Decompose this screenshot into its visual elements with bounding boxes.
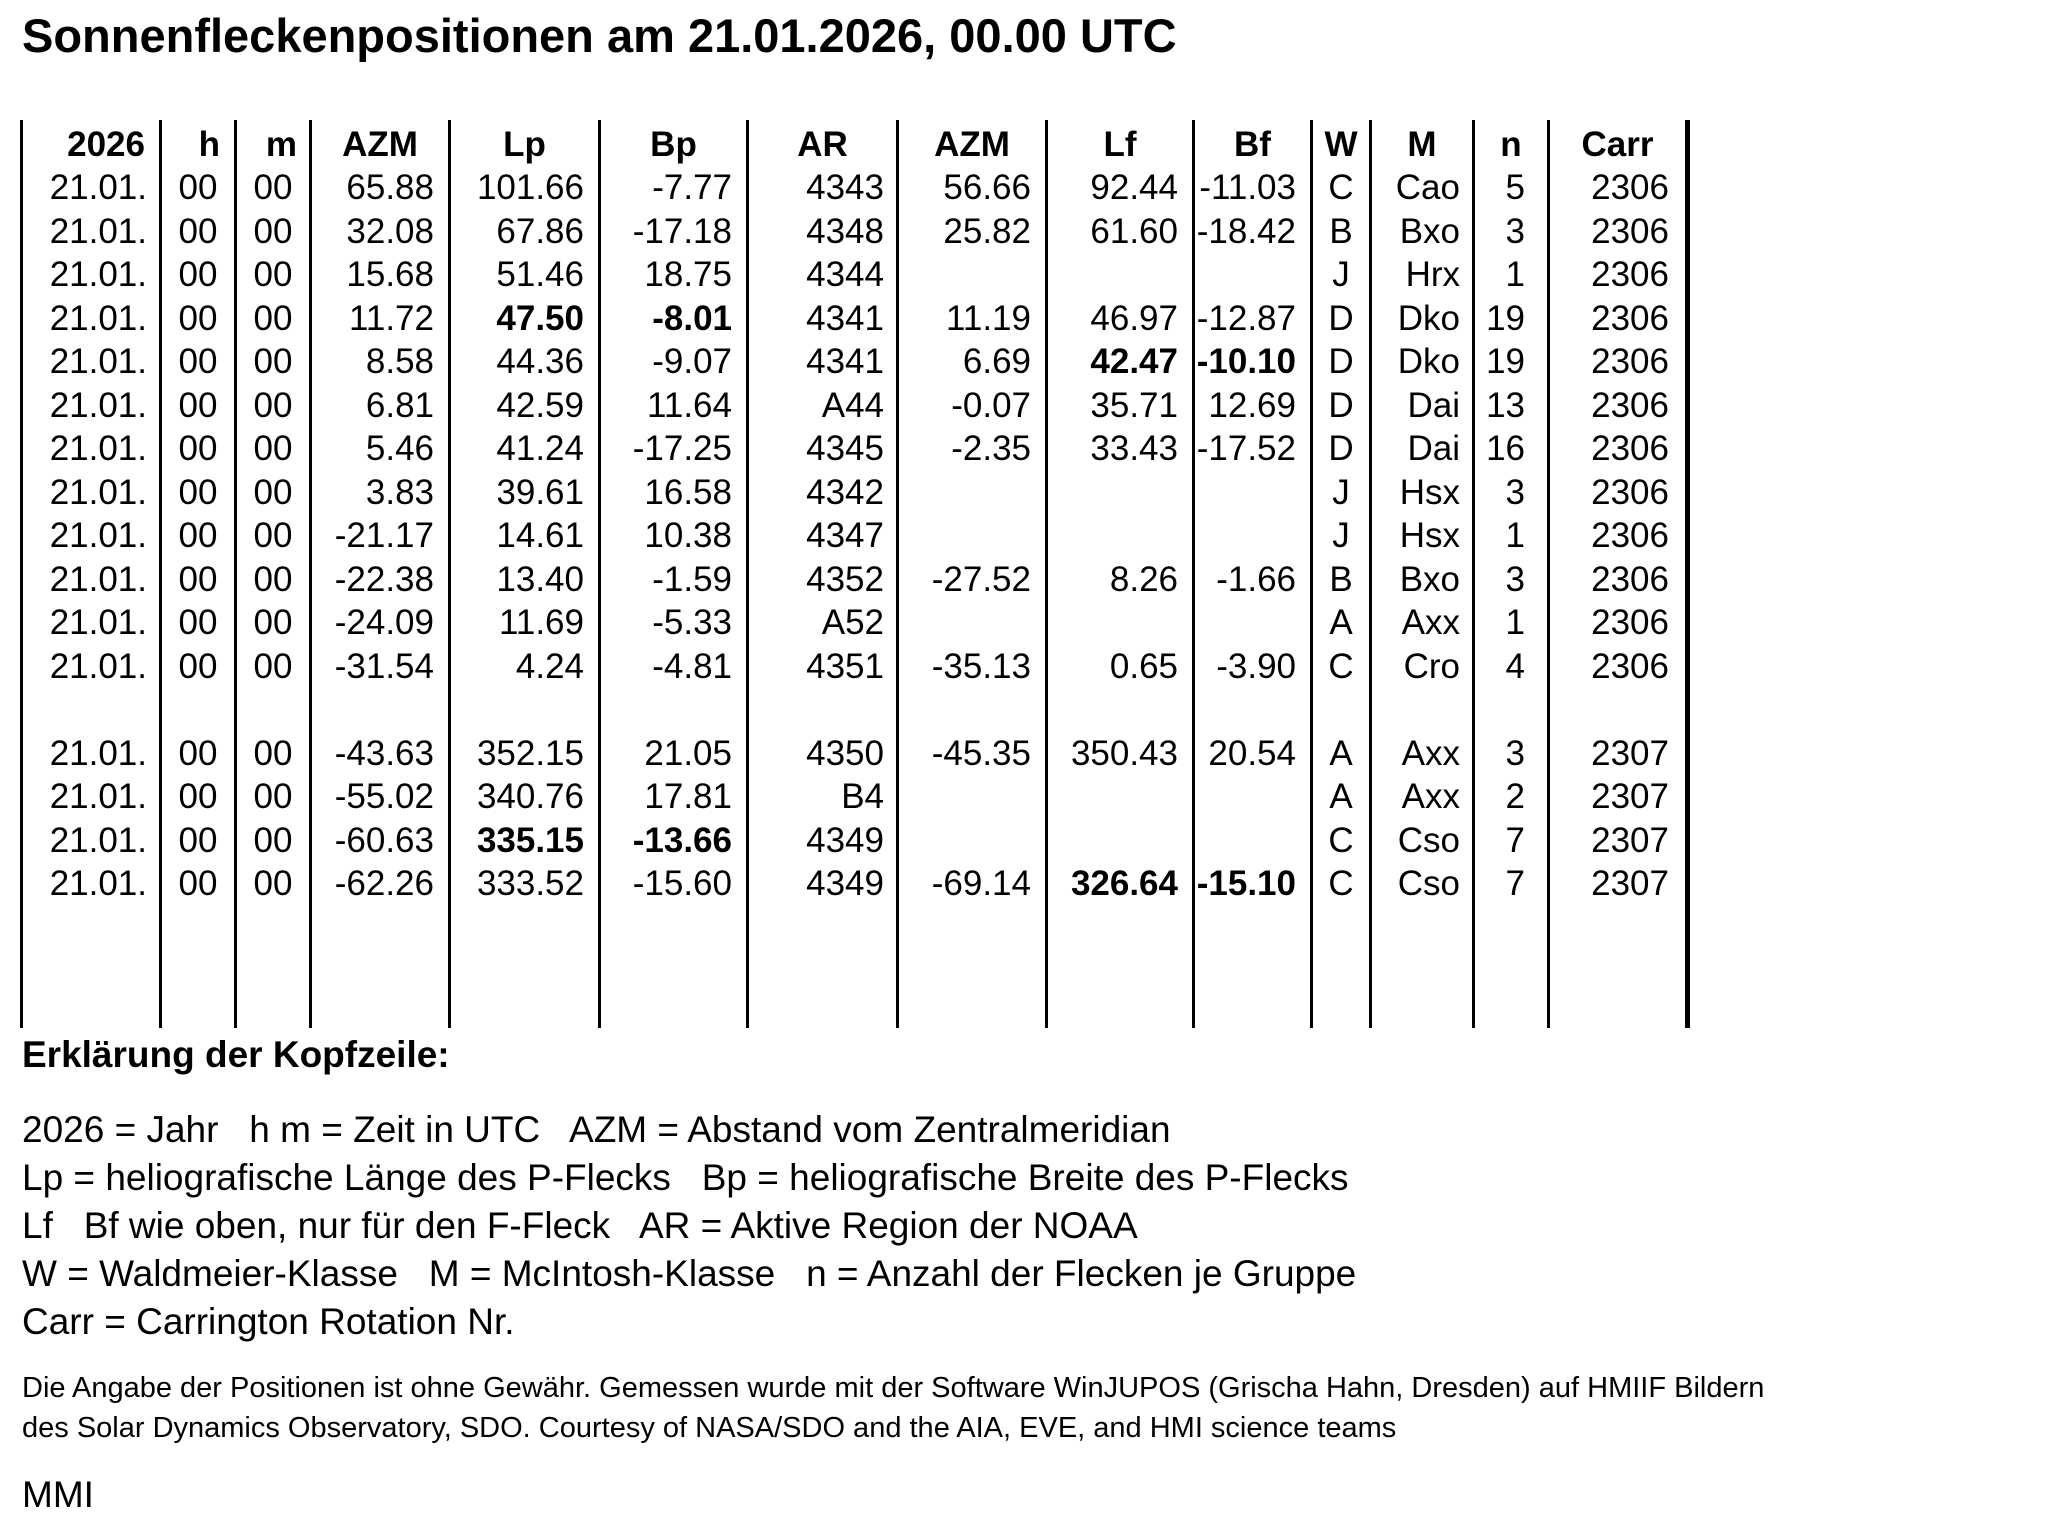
cell-carrington: 2307 <box>1591 777 1669 816</box>
cell-bp: -9.07 <box>652 342 732 381</box>
cell-minute: 00 <box>253 212 293 251</box>
cell-waldmeier: A <box>1329 734 1353 773</box>
cell-count: 1 <box>1505 603 1525 642</box>
cell-azm-p: 5.46 <box>365 429 434 468</box>
table-row <box>20 514 1688 558</box>
column-header-mcintosh: M <box>1407 125 1437 164</box>
cell-bf <box>1195 819 1296 863</box>
cell-lp: 4.24 <box>515 647 584 686</box>
cell-count: 5 <box>1505 168 1525 207</box>
cell-lp: 42.59 <box>496 386 584 425</box>
legend-line: Carr = Carrington Rotation Nr. <box>22 1301 515 1342</box>
cell-minute: 00 <box>253 299 293 338</box>
cell-minute: 00 <box>253 864 293 903</box>
cell-bp: 11.64 <box>647 386 732 425</box>
cell-mcintosh: Axx <box>1401 777 1460 816</box>
cell-waldmeier: B <box>1329 212 1353 251</box>
cell-lf <box>1048 601 1178 645</box>
cell-lf <box>1048 514 1178 558</box>
cell-ar: A44 <box>821 386 884 425</box>
cell-minute: 00 <box>253 342 293 381</box>
cell-waldmeier: C <box>1328 821 1354 860</box>
cell-date: 21.01. <box>49 255 147 294</box>
note-line: Die Angabe der Positionen ist ohne Gewähr. Gemessen wurde mit der Software WinJUPOS (Grischa Hahn, Dresden) auf HMIIF Bildern <box>22 1372 1765 1404</box>
cell-mcintosh: Axx <box>1401 734 1460 773</box>
cell-mcintosh: Bxo <box>1399 560 1460 599</box>
table-row <box>20 601 1688 645</box>
cell-bf: 12.69 <box>1208 386 1296 425</box>
cell-minute: 00 <box>253 473 293 512</box>
cell-minute: 00 <box>253 429 293 468</box>
table-row <box>20 297 1688 341</box>
cell-ar: 4345 <box>806 429 884 468</box>
cell-waldmeier: A <box>1329 777 1353 816</box>
cell-minute: 00 <box>253 560 293 599</box>
cell-hour: 00 <box>178 821 218 860</box>
cell-lf: 92.44 <box>1090 168 1178 207</box>
cell-count: 1 <box>1505 255 1525 294</box>
cell-bf: -12.87 <box>1196 299 1296 338</box>
cell-date: 21.01. <box>49 777 147 816</box>
cell-lp: 47.50 <box>496 299 584 338</box>
cell-lp: 67.86 <box>496 212 584 251</box>
cell-date: 21.01. <box>49 429 147 468</box>
cell-azm-f <box>899 471 1031 515</box>
cell-hour: 00 <box>178 212 218 251</box>
cell-ar: 4349 <box>806 864 884 903</box>
cell-lf: 33.43 <box>1090 429 1178 468</box>
cell-mcintosh: Dko <box>1397 342 1460 381</box>
cell-lf <box>1048 253 1178 297</box>
cell-azm-p: 6.81 <box>365 386 434 425</box>
column-header-date: 2026 <box>67 125 145 164</box>
cell-bp: -5.33 <box>652 603 732 642</box>
cell-mcintosh: Dai <box>1407 386 1460 425</box>
signature: MMI <box>22 1474 94 1515</box>
cell-ar: B4 <box>841 777 884 816</box>
cell-minute: 00 <box>253 821 293 860</box>
cell-lp: 101.66 <box>476 168 584 207</box>
column-header-azm-f: AZM <box>934 125 1010 164</box>
cell-count: 19 <box>1486 342 1525 381</box>
cell-mcintosh: Cso <box>1397 821 1460 860</box>
table-row <box>20 340 1688 384</box>
cell-carrington: 2307 <box>1591 864 1669 903</box>
cell-count: 1 <box>1505 516 1525 555</box>
cell-mcintosh: Dai <box>1407 429 1460 468</box>
cell-azm-p: -55.02 <box>334 777 434 816</box>
table-header-row <box>20 123 1688 167</box>
cell-date: 21.01. <box>49 603 147 642</box>
cell-azm-f: -45.35 <box>931 734 1031 773</box>
cell-hour: 00 <box>178 560 218 599</box>
cell-bf <box>1195 514 1296 558</box>
cell-carrington: 2306 <box>1591 429 1669 468</box>
cell-bf: -17.52 <box>1196 429 1296 468</box>
cell-azm-p: -24.09 <box>334 603 434 642</box>
note-line: des Solar Dynamics Observatory, SDO. Courtesy of NASA/SDO and the AIA, EVE, and HMI science teams <box>22 1412 1397 1444</box>
cell-waldmeier: D <box>1328 429 1354 468</box>
cell-azm-f <box>899 819 1031 863</box>
cell-bp: -17.18 <box>632 212 732 251</box>
cell-date: 21.01. <box>49 560 147 599</box>
cell-waldmeier: D <box>1328 342 1354 381</box>
table-row <box>20 732 1688 776</box>
cell-count: 3 <box>1505 560 1525 599</box>
cell-azm-f <box>899 775 1031 819</box>
cell-minute: 00 <box>253 516 293 555</box>
cell-date: 21.01. <box>49 212 147 251</box>
cell-bp: -8.01 <box>652 299 732 338</box>
cell-hour: 00 <box>178 647 218 686</box>
cell-lf: 35.71 <box>1090 386 1178 425</box>
legend-line: Lp = heliografische Länge des P-Flecks Bp = heliografische Breite des P-Flecks <box>22 1157 1349 1198</box>
cell-hour: 00 <box>178 342 218 381</box>
table-row <box>20 558 1688 602</box>
cell-lp: 14.61 <box>496 516 584 555</box>
cell-count: 7 <box>1505 821 1525 860</box>
cell-minute: 00 <box>253 777 293 816</box>
cell-mcintosh: Cro <box>1403 647 1460 686</box>
cell-waldmeier: C <box>1328 864 1354 903</box>
cell-ar: 4352 <box>806 560 884 599</box>
column-header-azm-p: AZM <box>342 125 418 164</box>
cell-lp: 333.52 <box>476 864 584 903</box>
cell-lf <box>1048 471 1178 515</box>
cell-mcintosh: Dko <box>1397 299 1460 338</box>
cell-waldmeier: C <box>1328 647 1354 686</box>
cell-waldmeier: J <box>1332 516 1350 555</box>
table-row <box>20 645 1688 689</box>
cell-bf <box>1195 775 1296 819</box>
column-header-lp: Lp <box>503 125 546 164</box>
cell-minute: 00 <box>253 168 293 207</box>
cell-azm-f: -0.07 <box>951 386 1031 425</box>
legend-line: Lf Bf wie oben, nur für den F-Fleck AR = Aktive Region der NOAA <box>22 1205 1138 1246</box>
cell-azm-p: -62.26 <box>334 864 434 903</box>
cell-hour: 00 <box>178 777 218 816</box>
column-header-hour: h <box>198 125 220 164</box>
cell-ar: 4341 <box>806 342 884 381</box>
table-row <box>20 166 1688 210</box>
cell-bf: 20.54 <box>1208 734 1296 773</box>
cell-carrington: 2306 <box>1591 560 1669 599</box>
legend-line: W = Waldmeier-Klasse M = McIntosh-Klasse n = Anzahl der Flecken je Gruppe <box>22 1253 1357 1294</box>
cell-date: 21.01. <box>49 647 147 686</box>
cell-azm-f: -2.35 <box>951 429 1031 468</box>
cell-azm-f: -35.13 <box>931 647 1031 686</box>
column-header-waldmeier: W <box>1324 125 1358 164</box>
cell-bp: 17.81 <box>644 777 732 816</box>
cell-minute: 00 <box>253 603 293 642</box>
cell-lf: 8.26 <box>1109 560 1178 599</box>
cell-azm-p: -43.63 <box>334 734 434 773</box>
cell-carrington: 2307 <box>1591 821 1669 860</box>
cell-bp: 10.38 <box>644 516 732 555</box>
cell-hour: 00 <box>178 429 218 468</box>
cell-lf <box>1048 775 1178 819</box>
cell-count: 3 <box>1505 473 1525 512</box>
legend-title: Erklärung der Kopfzeile: <box>22 1034 450 1075</box>
legend <box>22 1106 1356 1346</box>
cell-ar: 4342 <box>806 473 884 512</box>
cell-lf: 350.43 <box>1070 734 1178 773</box>
cell-date: 21.01. <box>49 299 147 338</box>
cell-bf: -11.03 <box>1199 168 1296 207</box>
cell-azm-p: -31.54 <box>334 647 434 686</box>
cell-date: 21.01. <box>49 864 147 903</box>
cell-carrington: 2306 <box>1591 473 1669 512</box>
cell-date: 21.01. <box>49 734 147 773</box>
cell-waldmeier: C <box>1328 168 1354 207</box>
cell-bf <box>1195 253 1296 297</box>
cell-count: 7 <box>1505 864 1525 903</box>
table-row <box>20 253 1688 297</box>
cell-mcintosh: Cso <box>1397 864 1460 903</box>
column-header-ar: AR <box>797 125 848 164</box>
cell-hour: 00 <box>178 516 218 555</box>
column-header-minute: m <box>265 125 297 164</box>
cell-azm-p: -21.17 <box>334 516 434 555</box>
cell-minute: 00 <box>253 255 293 294</box>
cell-date: 21.01. <box>49 516 147 555</box>
cell-lp: 11.69 <box>499 603 584 642</box>
cell-date: 21.01. <box>49 473 147 512</box>
cell-azm-f: 25.82 <box>943 212 1031 251</box>
cell-waldmeier: D <box>1328 386 1354 425</box>
cell-carrington: 2306 <box>1591 603 1669 642</box>
cell-bf: -18.42 <box>1196 212 1296 251</box>
cell-lp: 44.36 <box>496 342 584 381</box>
cell-ar: 4348 <box>806 212 884 251</box>
cell-mcintosh: Hsx <box>1399 473 1460 512</box>
cell-azm-p: -60.63 <box>334 821 434 860</box>
cell-waldmeier: J <box>1332 255 1350 294</box>
column-header-lf: Lf <box>1103 125 1137 164</box>
cell-ar: 4341 <box>806 299 884 338</box>
cell-minute: 00 <box>253 647 293 686</box>
cell-ar: 4351 <box>806 647 884 686</box>
cell-waldmeier: D <box>1328 299 1354 338</box>
cell-ar: A52 <box>821 603 884 642</box>
cell-lp: 41.24 <box>496 429 584 468</box>
cell-count: 16 <box>1486 429 1525 468</box>
cell-hour: 00 <box>178 603 218 642</box>
cell-azm-p: 3.83 <box>365 473 434 512</box>
cell-bf <box>1195 601 1296 645</box>
cell-minute: 00 <box>253 734 293 773</box>
cell-bp: -15.60 <box>632 864 732 903</box>
cell-azm-f: -27.52 <box>931 560 1031 599</box>
cell-lf <box>1048 819 1178 863</box>
page-title: Sonnenfleckenpositionen am 21.01.2026, 00.00 UTC <box>22 9 1177 62</box>
cell-minute: 00 <box>253 386 293 425</box>
cell-ar: 4347 <box>806 516 884 555</box>
cell-ar: 4350 <box>806 734 884 773</box>
cell-count: 4 <box>1505 647 1525 686</box>
cell-date: 21.01. <box>49 342 147 381</box>
cell-date: 21.01. <box>49 386 147 425</box>
cell-azm-f: 6.69 <box>962 342 1031 381</box>
cell-carrington: 2306 <box>1591 255 1669 294</box>
cell-count: 19 <box>1486 299 1525 338</box>
cell-bf: -15.10 <box>1196 864 1296 903</box>
column-header-carrington: Carr <box>1581 125 1654 164</box>
cell-hour: 00 <box>178 168 218 207</box>
cell-azm-f <box>899 601 1031 645</box>
cell-ar: 4344 <box>806 255 884 294</box>
cell-azm-p: 11.72 <box>349 299 434 338</box>
cell-waldmeier: B <box>1329 560 1353 599</box>
cell-waldmeier: J <box>1332 473 1350 512</box>
cell-hour: 00 <box>178 734 218 773</box>
cell-ar: 4343 <box>806 168 884 207</box>
cell-bp: -7.77 <box>652 168 732 207</box>
cell-bp: -1.59 <box>652 560 732 599</box>
cell-azm-p: 8.58 <box>365 342 434 381</box>
cell-carrington: 2306 <box>1591 386 1669 425</box>
cell-bf: -3.90 <box>1216 647 1296 686</box>
cell-mcintosh: Hrx <box>1405 255 1460 294</box>
table-row <box>20 210 1688 254</box>
cell-bp: -13.66 <box>632 821 732 860</box>
cell-hour: 00 <box>178 255 218 294</box>
table-row <box>20 471 1688 515</box>
cell-waldmeier: A <box>1329 603 1353 642</box>
cell-azm-f: 11.19 <box>946 299 1031 338</box>
table-row <box>20 427 1688 471</box>
cell-count: 13 <box>1486 386 1525 425</box>
cell-carrington: 2306 <box>1591 647 1669 686</box>
cell-carrington: 2306 <box>1591 299 1669 338</box>
cell-azm-f <box>899 514 1031 558</box>
cell-date: 21.01. <box>49 821 147 860</box>
cell-azm-p: 32.08 <box>346 212 434 251</box>
column-header-bp: Bp <box>650 125 697 164</box>
cell-bp: 16.58 <box>644 473 732 512</box>
legend-line: 2026 = Jahr h m = Zeit in UTC AZM = Abstand vom Zentralmeridian <box>22 1109 1171 1150</box>
cell-lp: 13.40 <box>496 560 584 599</box>
cell-lf: 61.60 <box>1090 212 1178 251</box>
cell-azm-p: 65.88 <box>346 168 434 207</box>
sunspot-table <box>20 120 1688 1028</box>
cell-hour: 00 <box>178 473 218 512</box>
cell-mcintosh: Bxo <box>1399 212 1460 251</box>
cell-date: 21.01. <box>49 168 147 207</box>
cell-carrington: 2307 <box>1591 734 1669 773</box>
cell-lp: 51.46 <box>496 255 584 294</box>
cell-lp: 39.61 <box>496 473 584 512</box>
cell-azm-f: 56.66 <box>943 168 1031 207</box>
cell-hour: 00 <box>178 864 218 903</box>
table-row <box>20 819 1688 863</box>
cell-count: 2 <box>1505 777 1525 816</box>
cell-count: 3 <box>1505 212 1525 251</box>
table-row <box>20 862 1688 906</box>
cell-mcintosh: Axx <box>1401 603 1460 642</box>
cell-carrington: 2306 <box>1591 168 1669 207</box>
cell-azm-p: 15.68 <box>346 255 434 294</box>
cell-azm-f: -69.14 <box>931 864 1031 903</box>
cell-bp: -17.25 <box>632 429 732 468</box>
cell-bf: -10.10 <box>1196 342 1296 381</box>
cell-hour: 00 <box>178 299 218 338</box>
cell-azm-f <box>899 253 1031 297</box>
cell-lf: 326.64 <box>1070 864 1178 903</box>
cell-bp: 21.05 <box>644 734 732 773</box>
cell-carrington: 2306 <box>1591 212 1669 251</box>
cell-bp: -4.81 <box>652 647 732 686</box>
disclaimer-note <box>22 1368 1764 1448</box>
column-header-count: n <box>1500 125 1522 164</box>
cell-bf <box>1195 471 1296 515</box>
cell-lp: 335.15 <box>476 821 584 860</box>
cell-azm-p: -22.38 <box>334 560 434 599</box>
cell-lp: 352.15 <box>476 734 584 773</box>
column-header-bf: Bf <box>1234 125 1271 164</box>
cell-count: 3 <box>1505 734 1525 773</box>
cell-carrington: 2306 <box>1591 342 1669 381</box>
cell-ar: 4349 <box>806 821 884 860</box>
cell-mcintosh: Cao <box>1395 168 1460 207</box>
cell-lf: 0.65 <box>1109 647 1178 686</box>
table-row <box>20 775 1688 819</box>
cell-lf: 42.47 <box>1090 342 1178 381</box>
cell-bf: -1.66 <box>1216 560 1296 599</box>
cell-hour: 00 <box>178 386 218 425</box>
cell-lp: 340.76 <box>476 777 584 816</box>
cell-mcintosh: Hsx <box>1399 516 1460 555</box>
cell-bp: 18.75 <box>644 255 732 294</box>
cell-carrington: 2306 <box>1591 516 1669 555</box>
cell-lf: 46.97 <box>1090 299 1178 338</box>
table-row <box>20 384 1688 428</box>
